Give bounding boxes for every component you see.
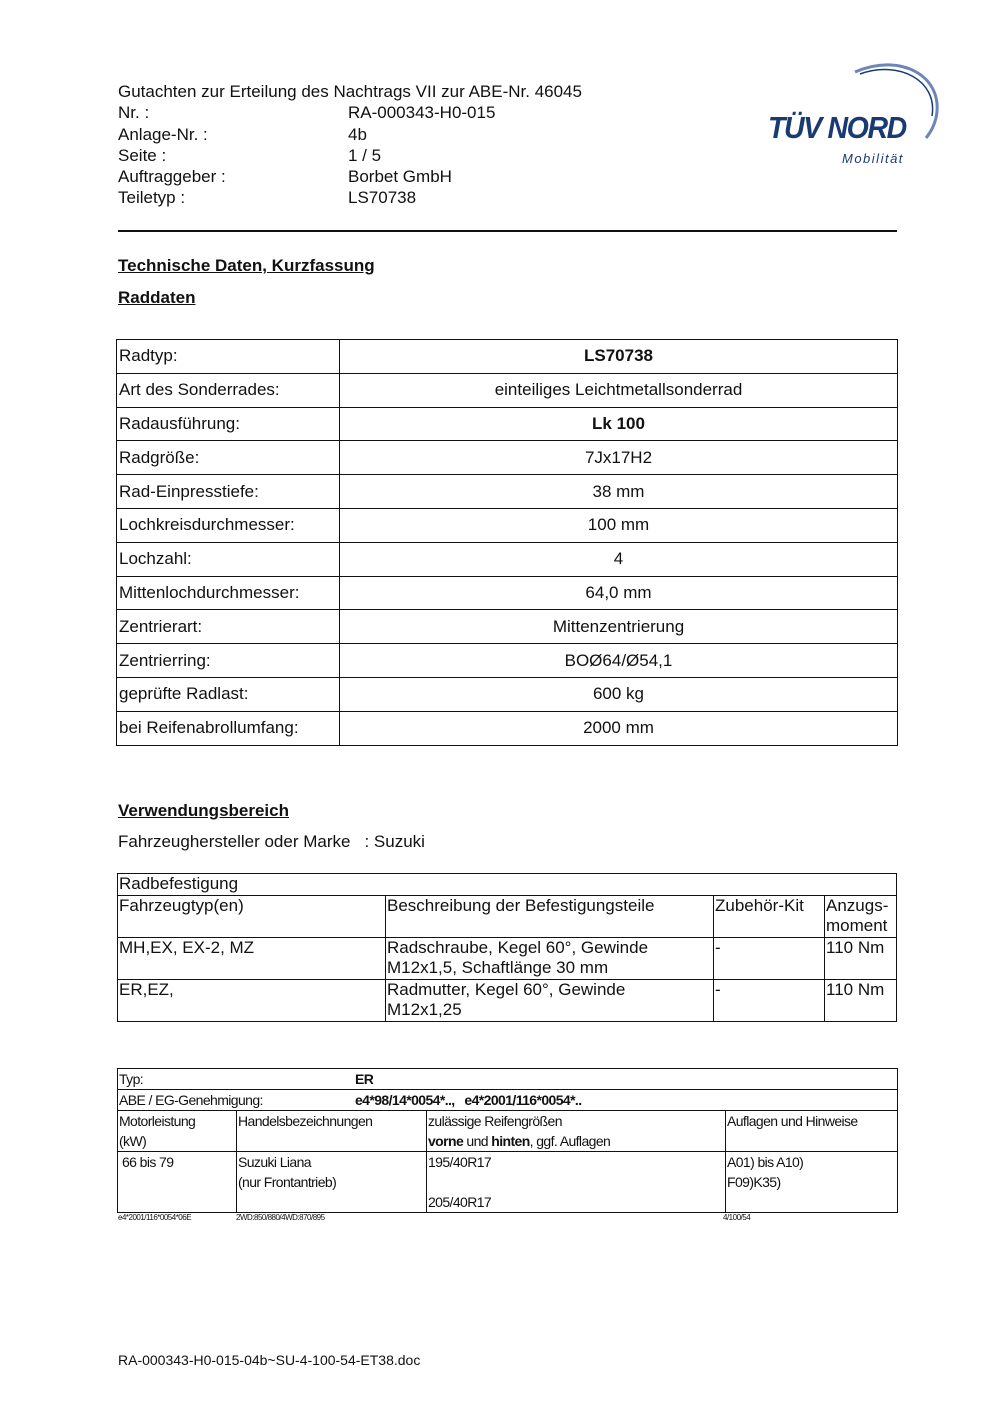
tuev-nord-logo: [760, 58, 950, 178]
table-row: [117, 542, 898, 576]
table-row: [117, 508, 898, 542]
row-label: Zentrierart:: [117, 610, 340, 644]
cell-fahrzeugtyp: ER,EZ,: [118, 979, 386, 1021]
cell-line: M12x1,25: [387, 1000, 462, 1019]
row-label: Mittenlochdurchmesser:: [117, 576, 340, 610]
table-row: [117, 407, 898, 441]
column-header: Beschreibung der Befestigungsteile: [386, 895, 714, 937]
row-value: 4: [340, 542, 898, 576]
row-label: Rad-Einpresstiefe:: [117, 475, 340, 509]
typ-value: ER: [355, 1071, 374, 1087]
row-label: bei Reifenabrollumfang:: [117, 711, 340, 745]
cell-line: (nur Frontantrieb): [238, 1174, 337, 1190]
table-row: [118, 1152, 898, 1213]
cell-line: 205/40R17: [428, 1194, 492, 1210]
table-row: [117, 441, 898, 475]
reifen-vorne: vorne: [428, 1133, 464, 1149]
header-field-label: Auftraggeber :: [118, 167, 226, 187]
document-title: Gutachten zur Erteilung des Nachtrags VII zur ABE-Nr. 46045: [118, 82, 582, 101]
cell-anzugsmoment: 110 Nm: [825, 937, 897, 979]
radbefestigung-table: [117, 873, 897, 1022]
cell-line: 195/40R17: [428, 1154, 492, 1170]
section-technische-daten: Technische Daten, Kurzfassung: [118, 256, 375, 275]
hersteller-line: [118, 832, 425, 852]
tiny-note-right: 4/100/54: [723, 1213, 751, 1222]
logo-wordmark: TÜV NORD: [768, 110, 906, 145]
row-label: Lochzahl:: [117, 542, 340, 576]
header-field-label: Teiletyp :: [118, 188, 186, 208]
header-field-label: Nr. :: [118, 103, 150, 123]
cell-line: Radmutter, Kegel 60°, Gewinde: [387, 979, 626, 999]
row-value: 64,0 mm: [340, 576, 898, 610]
table-row: [117, 373, 898, 407]
column-header-line: zulässige Reifengrößen: [428, 1113, 562, 1129]
table-row: [117, 711, 898, 745]
tiny-note-mid: 2WD:850/880/4WD:870/895: [236, 1213, 325, 1222]
row-value: einteiliges Leichtmetallsonderrad: [340, 373, 898, 407]
cell-anzugsmoment: 110 Nm: [825, 979, 897, 1021]
reifen-und: und: [463, 1133, 492, 1149]
header-field-nr: [118, 102, 718, 123]
hersteller-label: Fahrzeughersteller oder Marke: [118, 832, 351, 851]
tiny-note-left: e4*2001/116*0054*06E: [118, 1213, 192, 1222]
column-header-line: (kW): [119, 1133, 147, 1149]
table-row: [117, 644, 898, 678]
row-value: BOØ64/Ø54,1: [340, 644, 898, 678]
row-label: geprüfte Radlast:: [117, 677, 340, 711]
row-value: 600 kg: [340, 677, 898, 711]
column-header-line: [428, 1131, 724, 1151]
header-divider: [118, 230, 897, 232]
column-header: Auflagen und Hinweise: [726, 1111, 898, 1152]
row-value: 38 mm: [340, 475, 898, 509]
header-field-value: 4b: [348, 124, 367, 144]
abe-value: e4*98/14*0054*.., e4*2001/116*0054*..: [355, 1092, 582, 1108]
column-header-reifen: [427, 1111, 726, 1152]
header-field-auftraggeber: [118, 166, 718, 187]
section-verwendungsbereich: Verwendungsbereich: [118, 801, 289, 820]
row-label: Zentrierring:: [117, 644, 340, 678]
table-header-row: [118, 895, 897, 937]
table-row: [118, 1090, 898, 1111]
row-label: Art des Sonderrades:: [117, 373, 340, 407]
reifen-hinten: hinten: [491, 1133, 530, 1149]
table-row: [118, 937, 897, 979]
table-row: [117, 340, 898, 374]
row-label: Radtyp:: [117, 340, 340, 374]
cell-reifengroessen: [427, 1152, 726, 1213]
header-field-anlage: [118, 124, 718, 145]
cell-text: 66 bis 79: [122, 1154, 174, 1170]
header-field-teiletyp: [118, 187, 718, 208]
cell-motorleistung: [118, 1152, 237, 1213]
hersteller-value: Suzuki: [373, 832, 425, 851]
cell-line: Suzuki Liana: [238, 1154, 311, 1170]
column-header: Fahrzeugtyp(en): [118, 895, 386, 937]
column-header-motorleistung: [118, 1111, 237, 1152]
table-row: [117, 610, 898, 644]
typ-table: [117, 1068, 898, 1213]
header-field-label: Seite :: [118, 145, 167, 165]
column-header: Handelsbezeichnungen: [237, 1111, 427, 1152]
table-row: [117, 576, 898, 610]
cell-line: A01) bis A10): [727, 1154, 804, 1170]
row-value: 7Jx17H2: [340, 441, 898, 475]
row-value: Mittenzentrierung: [340, 610, 898, 644]
cell-line: Radschraube, Kegel 60°, Gewinde: [387, 937, 649, 957]
table-row: [118, 979, 897, 1021]
logo-subtitle: Mobilität: [842, 151, 904, 166]
column-header-line: Anzugs-: [826, 895, 889, 915]
cell-zubehoer-kit: -: [714, 979, 825, 1021]
document-header: [118, 81, 718, 209]
row-value: LS70738: [340, 340, 898, 374]
befestigung-title: Radbefestigung: [118, 874, 897, 896]
cell-beschreibung: [386, 979, 714, 1021]
hersteller-separator: :: [364, 832, 370, 851]
header-field-value: LS70738: [348, 188, 417, 208]
cell-handelsbezeichnung: [237, 1152, 427, 1213]
footer-filename: RA-000343-H0-015-04b~SU-4-100-54-ET38.doc: [118, 1352, 421, 1368]
cell-zubehoer-kit: -: [714, 937, 825, 979]
row-label: Lochkreisdurchmesser:: [117, 508, 340, 542]
abe-label: ABE / EG-Genehmigung:: [119, 1092, 263, 1108]
row-label: Radausführung:: [117, 407, 340, 441]
row-value: 2000 mm: [340, 711, 898, 745]
row-value: Lk 100: [340, 407, 898, 441]
header-field-value: Borbet GmbH: [348, 167, 452, 187]
cell-beschreibung: [386, 937, 714, 979]
cell-fahrzeugtyp: MH,EX, EX-2, MZ: [118, 937, 386, 979]
table-row: [118, 1069, 898, 1090]
raddaten-table: [116, 339, 898, 746]
cell-line: F09)K35): [727, 1174, 781, 1190]
header-field-seite: [118, 145, 718, 166]
typ-row: [118, 1069, 898, 1090]
column-header-anzugsmoment: [825, 895, 897, 937]
header-field-value: 1 / 5: [348, 145, 382, 165]
cell-auflagen: [726, 1152, 898, 1213]
header-field-label: Anlage-Nr. :: [118, 124, 208, 144]
row-label: Radgröße:: [117, 441, 340, 475]
column-header-line: moment: [826, 916, 888, 935]
typ-label: Typ:: [119, 1071, 144, 1087]
table-row: [118, 874, 897, 896]
row-value: 100 mm: [340, 508, 898, 542]
table-row: [117, 475, 898, 509]
cell-line: M12x1,5, Schaftlänge 30 mm: [387, 958, 609, 977]
abe-row: [118, 1090, 898, 1111]
table-row: [117, 677, 898, 711]
header-field-value: RA-000343-H0-015: [348, 103, 496, 123]
section-raddaten: Raddaten: [118, 288, 196, 307]
column-header: Zubehör-Kit: [714, 895, 825, 937]
table-header-row: [118, 1111, 898, 1152]
column-header-line: Motorleistung: [119, 1113, 196, 1129]
reifen-auflagen: , ggf. Auflagen: [529, 1133, 611, 1149]
